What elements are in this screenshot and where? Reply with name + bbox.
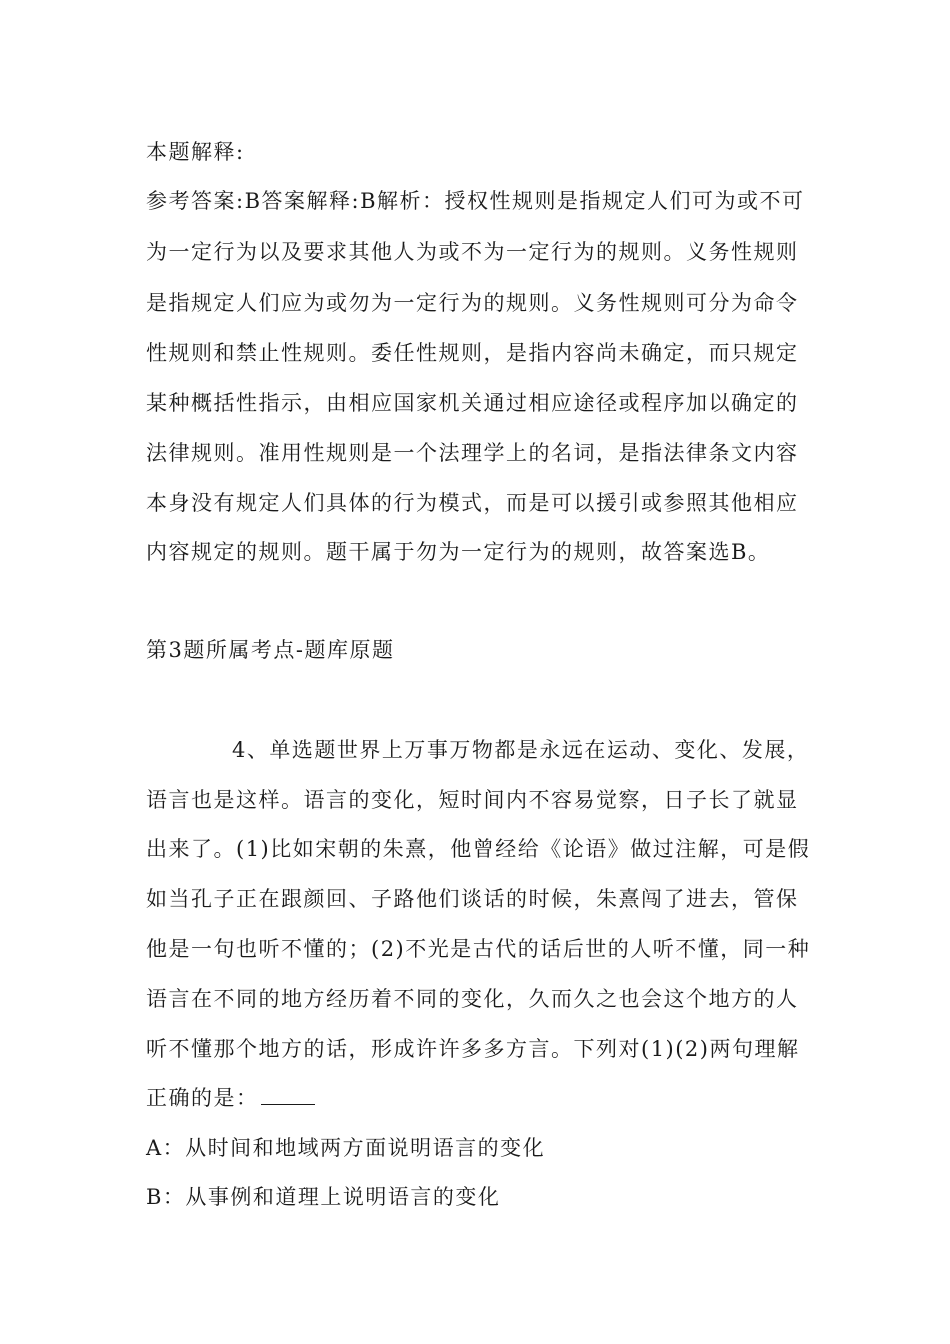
topic-line: 第3题所属考点-题库原题 xyxy=(146,638,395,662)
explanation-line: 是指规定人们应为或勿为一定行为的规则。义务性规则可分为命令 xyxy=(146,291,799,315)
question-line-last xyxy=(146,1084,315,1112)
option-a: A：从时间和地域两方面说明语言的变化 xyxy=(146,1136,546,1160)
option-b: B：从事例和道理上说明语言的变化 xyxy=(146,1185,501,1209)
explanation-line: 性规则和禁止性规则。委任性规则，是指内容尚未确定，而只规定 xyxy=(146,341,799,365)
explanation-line: 法律规则。准用性规则是一个法理学上的名词，是指法律条文内容 xyxy=(146,441,799,465)
question-line: 4、单选题世界上万事万物都是永远在运动、变化、发展， xyxy=(232,738,810,762)
question-line: 他是一句也听不懂的；(2)不光是古代的话后世的人听不懂，同一种 xyxy=(146,937,811,961)
question-line: 语言在不同的地方经历着不同的变化，久而久之也会这个地方的人 xyxy=(146,987,799,1011)
question-line: 出来了。(1)比如宋朝的朱熹，他曾经给《论语》做过注解，可是假 xyxy=(146,837,811,861)
explanation-line: 为一定行为以及要求其他人为或不为一定行为的规则。义务性规则 xyxy=(146,240,799,264)
question-text: 正确的是： xyxy=(146,1086,259,1110)
answer-blank xyxy=(261,1086,315,1105)
explanation-line: 某种概括性指示，由相应国家机关通过相应途径或程序加以确定的 xyxy=(146,391,799,415)
question-line: 听不懂那个地方的话，形成许许多多方言。下列对(1)(2)两句理解 xyxy=(146,1037,800,1061)
question-line: 如当孔子正在跟颜回、子路他们谈话的时候，朱熹闯了进去，管保 xyxy=(146,887,799,911)
explanation-line: 内容规定的规则。题干属于勿为一定行为的规则，故答案选B。 xyxy=(146,540,771,564)
question-line: 语言也是这样。语言的变化，短时间内不容易觉察，日子长了就显 xyxy=(146,788,799,812)
explanation-line: 参考答案:B答案解释:B解析：授权性规则是指规定人们可为或不可 xyxy=(146,189,805,213)
explanation-line: 本身没有规定人们具体的行为模式，而是可以援引或参照其他相应 xyxy=(146,491,799,515)
explanation-heading: 本题解释: xyxy=(146,140,245,164)
